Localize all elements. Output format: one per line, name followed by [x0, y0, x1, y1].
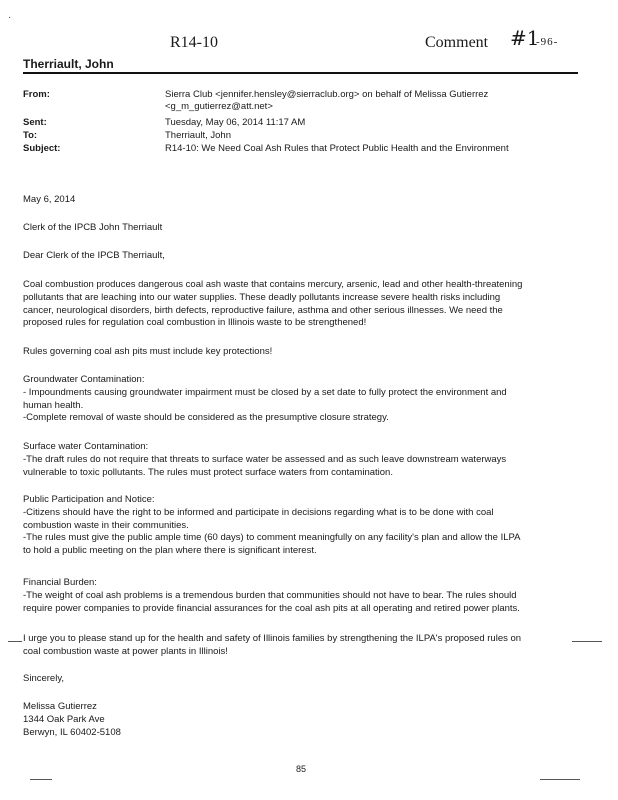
groundwater-section	[23, 374, 583, 425]
scan-line-left	[8, 641, 22, 642]
subject-value: R14-10: We Need Coal Ash Rules that Protect Public Health and the Environment	[165, 143, 509, 154]
letter-salutation: Dear Clerk of the IPCB Therriault,	[23, 250, 165, 261]
scan-line-bottom-left	[30, 779, 52, 780]
intro-line: Coal combustion produces dangerous coal ash waste that contains mercury, arsenic, lead and other health-threatening	[23, 279, 523, 290]
recipient-name: Therriault, John	[23, 57, 114, 71]
scan-line-bottom-right	[540, 779, 580, 780]
intro-line: pollutants that are leaching into our water supplies. These deadly pollutants increase severe health risks including	[23, 291, 501, 303]
signoff: Sincerely,	[23, 673, 65, 684]
financial-line: -The weight of coal ash problems is a tremendous burden that communities should not have to bear. The rules should	[23, 589, 517, 601]
page-number: 85	[296, 764, 307, 774]
signature-name: Melissa Gutierrez	[23, 701, 97, 712]
sent-label: Sent:	[23, 117, 47, 128]
rules-intro: Rules governing coal ash pits must include key protections!	[23, 346, 273, 357]
comment-page-number: -96-	[536, 36, 559, 48]
to-value: Therriault, John	[165, 130, 232, 141]
address-line: Berwyn, IL 60402-5108	[23, 726, 121, 738]
scan-mark-top-left: ·	[8, 12, 12, 23]
surface-heading: Surface water Contamination:	[23, 441, 149, 452]
intro-line: cancer, neurological disorders, birth defects, reproductive failure, asthma and other serious illnesses. We need the	[23, 304, 503, 316]
groundwater-line: -Complete removal of waste should be considered as the presumptive closure strategy.	[23, 412, 389, 424]
subject-label: Subject:	[23, 143, 61, 154]
public-line: -Citizens should have the right to be informed and participate in decisions regarding what is to be done with coal	[23, 506, 494, 518]
closing-line: coal combustion waste at power plants in Illinois!	[23, 645, 228, 657]
financial-section	[23, 577, 583, 615]
financial-line: require power companies to provide financial assurances for the coal ash pits at all operating and retired power plants.	[23, 602, 520, 614]
comment-number: #1	[510, 26, 540, 50]
groundwater-line: human health.	[23, 399, 84, 411]
signature-block	[23, 701, 583, 739]
public-line: -The rules must give the public ample time (60 days) to comment meaningfully on any facility's plan and allow the ILPA	[23, 532, 521, 544]
surface-line: vulnerable to toxic pollutants. The rules must protect surface waters from contamination.	[23, 466, 393, 478]
letter-addressee: Clerk of the IPCB John Therriault	[23, 222, 163, 233]
docket-number: R14-10	[170, 34, 218, 51]
public-heading: Public Participation and Notice:	[23, 494, 155, 505]
groundwater-line: - Impoundments causing groundwater impairment must be closed by a set date to fully protect the environment and	[23, 386, 507, 398]
header-divider	[23, 72, 578, 74]
from-value-line1: Sierra Club <jennifer.hensley@sierraclub.org> on behalf of Melissa Gutierrez	[165, 89, 489, 100]
comment-label: Comment	[425, 34, 489, 51]
letter-date: May 6, 2014	[23, 194, 76, 205]
closing-paragraph	[23, 633, 583, 659]
financial-heading: Financial Burden:	[23, 577, 97, 588]
surface-line: -The draft rules do not require that threats to surface water be assessed and as such leave downstream waterways	[23, 453, 507, 465]
surface-section	[23, 441, 583, 479]
address-line: 1344 Oak Park Ave	[23, 713, 105, 725]
intro-paragraph	[23, 279, 583, 330]
public-line: to hold a public meeting on the plan where there is significant interest.	[23, 545, 317, 557]
intro-line: proposed rules for regulation coal combustion in Illinois waste to be strengthened!	[23, 317, 367, 329]
from-value-line2: <g_m_gutierrez@att.net>	[165, 101, 273, 112]
public-section	[23, 494, 583, 558]
public-line: combustion waste in their communities.	[23, 519, 189, 531]
closing-line: I urge you to please stand up for the health and safety of Illinois families by strengthening the ILPA's proposed rules on	[23, 633, 522, 644]
groundwater-heading: Groundwater Contamination:	[23, 374, 145, 385]
from-label: From:	[23, 89, 50, 100]
sent-value: Tuesday, May 06, 2014 11:17 AM	[165, 117, 306, 128]
to-label: To:	[23, 130, 38, 141]
